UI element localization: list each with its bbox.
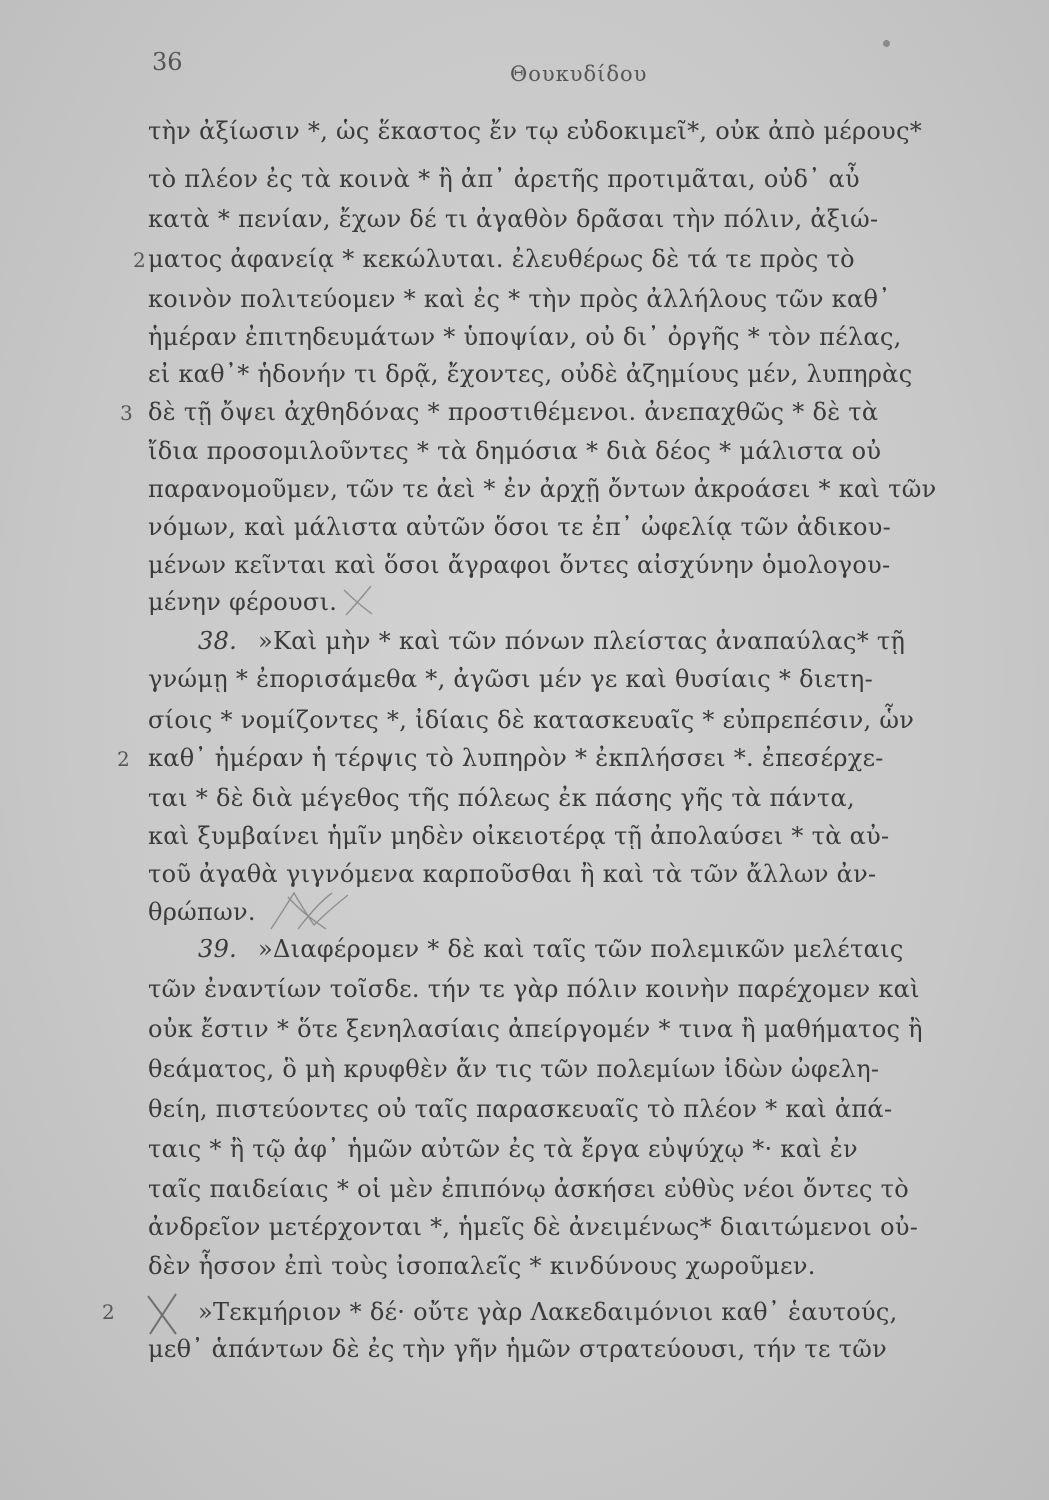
text-line: »Καὶ μὴν * καὶ τῶν πόνων πλείστας ἀναπαύλας* τῇ xyxy=(258,627,906,655)
text-line: »Τεκμήριον * δέ· οὔτε γὰρ Λακεδαιμόνιοι καθ᾽ ἑαυτούς, xyxy=(198,1298,898,1326)
text-line: θεάματος, ὃ μὴ κρυφθὲν ἄν τις τῶν πολεμίων ἰδὼν ὠφελη- xyxy=(148,1055,880,1083)
text-line: σίοις * νομίζοντες *, ἰδίαις δὲ κατασκευαῖς * εὐπρεπέσιν, ὧν xyxy=(148,706,915,734)
text-line: γνώμῃ * ἐπορισάμεθα *, ἀγῶσι μέν γε καὶ θυσίαις * διετη- xyxy=(148,665,873,693)
text-line: οὐκ ἔστιν * ὅτε ξενηλασίαις ἀπείργομέν * τινα ἢ μαθήματος ἢ xyxy=(148,1015,923,1043)
section-number: 38. xyxy=(198,627,238,655)
text-line: καθ᾽ ἡμέραν ἡ τέρψις τὸ λυπηρὸν * ἐκπλήσσει *. ἐπεσέρχε- xyxy=(148,744,884,772)
pencil-x-mark xyxy=(142,1290,184,1338)
margin-line-number: 2 xyxy=(102,1300,115,1324)
text-line: τὴν ἀξίωσιν *, ὡς ἕκαστος ἔν τῳ εὐδοκιμεῖ*, οὐκ ἀπὸ μέρους* xyxy=(148,117,923,145)
ink-spot xyxy=(883,40,890,47)
text-line: τὸ πλέον ἐς τὰ κοινὰ * ἢ ἀπ᾽ ἀρετῆς προτιμᾶται, οὐδ᾽ αὖ xyxy=(148,165,860,193)
text-line: εἰ καθ᾽* ἡδονήν τι δρᾷ, ἔχοντες, οὐδὲ ἀζημίους μέν, λυπηρὰς xyxy=(148,360,913,388)
text-line: ἡμέραν ἐπιτηδευμάτων * ὑποψίαν, οὐ δι᾽ ὀργῆς * τὸν πέλας, xyxy=(148,323,902,351)
text-line: νόμων, καὶ μάλιστα αὐτῶν ὅσοι τε ἐπ᾽ ὠφελίᾳ τῶν ἀδικου- xyxy=(148,513,892,541)
margin-line-number: 2 xyxy=(133,248,146,272)
text-line: ἴδια προσομιλοῦντες * τὰ δημόσια * διὰ δέος * μάλιστα οὐ xyxy=(148,437,882,465)
text-line: ταις * ἢ τῷ ἀφ᾽ ἡμῶν αὐτῶν ἐς τὰ ἔργα εὐψύχῳ *· καὶ ἐν xyxy=(148,1135,858,1163)
text-line: δὲ τῇ ὄψει ἀχθηδόνας * προστιθέμενοι. ἀνεπαχθῶς * δὲ τὰ xyxy=(148,398,879,426)
text-line: καὶ ξυμβαίνει ἡμῖν μηδὲν οἰκειοτέρᾳ τῇ ἀπολαύσει * τὰ αὐ- xyxy=(148,822,890,850)
text-line: θρώπων. xyxy=(148,898,256,926)
text-line: ἀνδρεῖον μετέρχονται *, ἡμεῖς δὲ ἀνειμένως* διαιτώμενοι οὐ- xyxy=(148,1213,919,1241)
text-line: κοινὸν πολιτεύομεν * καὶ ἐς * τὴν πρὸς ἀλλήλους τῶν καθ᾽ xyxy=(148,285,891,313)
text-line: παρανομοῦμεν, τῶν τε ἀεὶ * ἐν ἀρχῇ ὄντων ἀκροάσει * καὶ τῶν xyxy=(148,475,937,503)
text-line: μεθ᾽ ἁπάντων δὲ ἐς τὴν γῆν ἡμῶν στρατεύουσι, τήν τε τῶν xyxy=(148,1335,887,1363)
margin-line-number: 2 xyxy=(117,747,130,771)
text-line: μένων κεῖνται καὶ ὅσοι ἄγραφοι ὄντες αἰσχύνην ὁμολογου- xyxy=(148,551,891,579)
text-line: κατὰ * πενίαν, ἔχων δέ τι ἀγαθὸν δρᾶσαι τὴν πόλιν, ἀξιώ- xyxy=(148,205,879,233)
section-number: 39. xyxy=(198,935,238,963)
pencil-x-mark xyxy=(338,580,378,620)
text-line: τῶν ἐναντίων τοῖσδε. τήν τε γὰρ πόλιν κοινὴν παρέχομεν καὶ xyxy=(148,975,920,1003)
text-line: τοῦ ἀγαθὰ γιγνόμενα καρποῦσθαι ἢ καὶ τὰ τῶν ἄλλων ἀν- xyxy=(148,860,877,888)
text-line: ταῖς παιδείαις * οἱ μὲν ἐπιπόνῳ ἀσκήσει εὐθὺς νέοι ὄντες τὸ xyxy=(148,1175,909,1203)
text-line: μένην φέρουσι. xyxy=(148,588,338,616)
text-line: »Διαφέρομεν * δὲ καὶ ταῖς τῶν πολεμικῶν μελέταις xyxy=(258,935,904,963)
text-line: θείη, πιστεύοντες οὐ ταῖς παρασκευαῖς τὸ πλέον * καὶ ἀπά- xyxy=(148,1095,893,1123)
text-line: ται * δὲ διὰ μέγεθος τῆς πόλεως ἐκ πάσης γῆς τὰ πάντα, xyxy=(148,784,855,812)
pencil-cross-mark xyxy=(268,885,358,933)
text-line: ματος ἀφανείᾳ * κεκώλυται. ἐλευθέρως δὲ τά τε πρὸς τὸ xyxy=(148,245,855,273)
text-line: δὲν ἧσσον ἐπὶ τοὺς ἰσοπαλεῖς * κινδύνους χωροῦμεν. xyxy=(148,1252,816,1280)
running-head: Θουκυδίδου xyxy=(510,62,648,86)
page-number: 36 xyxy=(152,48,183,76)
margin-line-number: 3 xyxy=(120,401,133,425)
